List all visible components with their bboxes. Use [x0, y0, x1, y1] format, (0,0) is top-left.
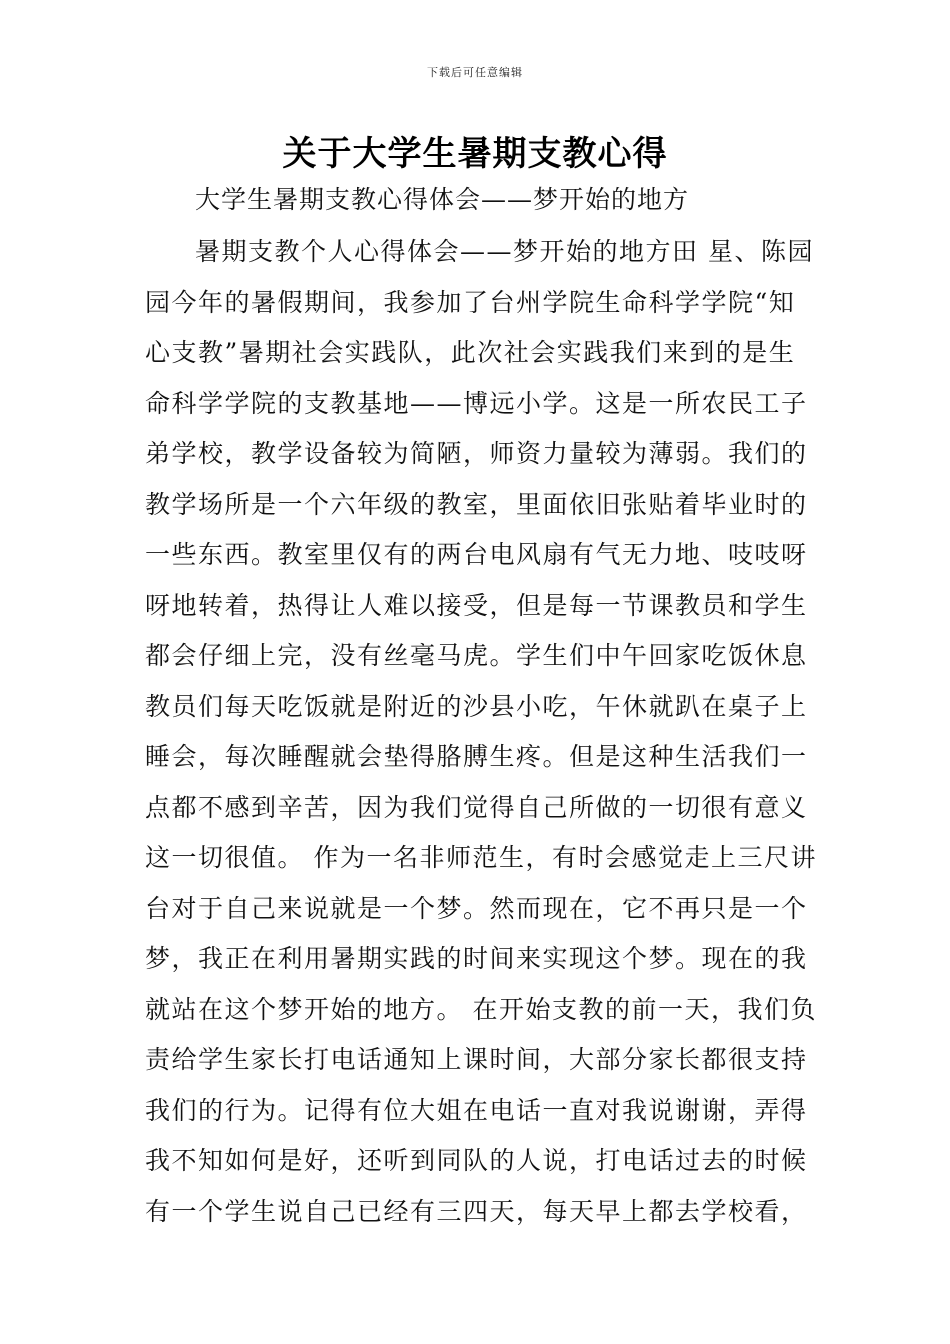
paragraph-line: 就站在这个梦开始的地方。 在开始支教的前一天，我们负 [145, 994, 817, 1024]
paragraph-line: 园今年的暑假期间，我参加了台州学院生命科学学院“知 [145, 287, 796, 317]
paragraph-line: 命科学学院的支教基地——博远小学。这是一所农民工子 [145, 388, 808, 418]
paragraph-line: 有一个学生说自己已经有三四天，每天早上都去学校看， [145, 1196, 808, 1226]
paragraph-line: 教学场所是一个六年级的教室，里面依旧张贴着毕业时的 [145, 489, 808, 519]
paragraph-line: 都会仔细上完，没有丝毫马虎。学生们中午回家吃饭休息 [145, 641, 808, 670]
paragraph-line: 教员们每天吃饭就是附近的沙县小吃，午休就趴在桌子上 [145, 691, 808, 721]
paragraph-line: 我不知如何是好，还听到同队的人说，打电话过去的时候 [145, 1146, 808, 1175]
paragraph-line: 心支教”暑期社会实践队，此次社会实践我们来到的是生 [145, 338, 796, 367]
paragraph-line: 点都不感到辛苦，因为我们觉得自己所做的一切很有意义 [145, 792, 808, 822]
body-text [145, 227, 817, 1237]
paragraph-line: 梦，我正在利用暑期实践的时间来实现这个梦。现在的我 [145, 944, 808, 973]
paragraph-line: 睡会，每次睡醒就会垫得胳膊生疼。但是这种生活我们一 [145, 742, 808, 771]
paragraph-line: 弟学校，教学设备较为简陋，师资力量较为薄弱。我们的 [145, 439, 808, 468]
document-subtitle: 大学生暑期支教心得体会——梦开始的地方 [195, 185, 690, 214]
paragraph-line: 这一切很值。 作为一名非师范生，有时会感觉走上三尺讲 [145, 843, 817, 872]
header-note: 下载后可任意编辑 [427, 66, 523, 79]
paragraph-line: 台对于自己来说就是一个梦。然而现在，它不再只是一个 [145, 893, 808, 923]
document-title: 关于大学生暑期支教心得 [282, 134, 668, 174]
paragraph-line: 呀地转着，热得让人难以接受，但是每一节课教员和学生 [145, 590, 808, 620]
paragraph-line: 我们的行为。记得有位大姐在电话一直对我说谢谢，弄得 [145, 1095, 808, 1125]
paragraph-line: 一些东西。教室里仅有的两台电风扇有气无力地、吱吱呀 [145, 540, 808, 569]
paragraph-line: 责给学生家长打电话通知上课时间，大部分家长都很支持 [145, 1045, 808, 1074]
paragraph-line: 暑期支教个人心得体会——梦开始的地方田 星、陈园 [195, 237, 814, 266]
